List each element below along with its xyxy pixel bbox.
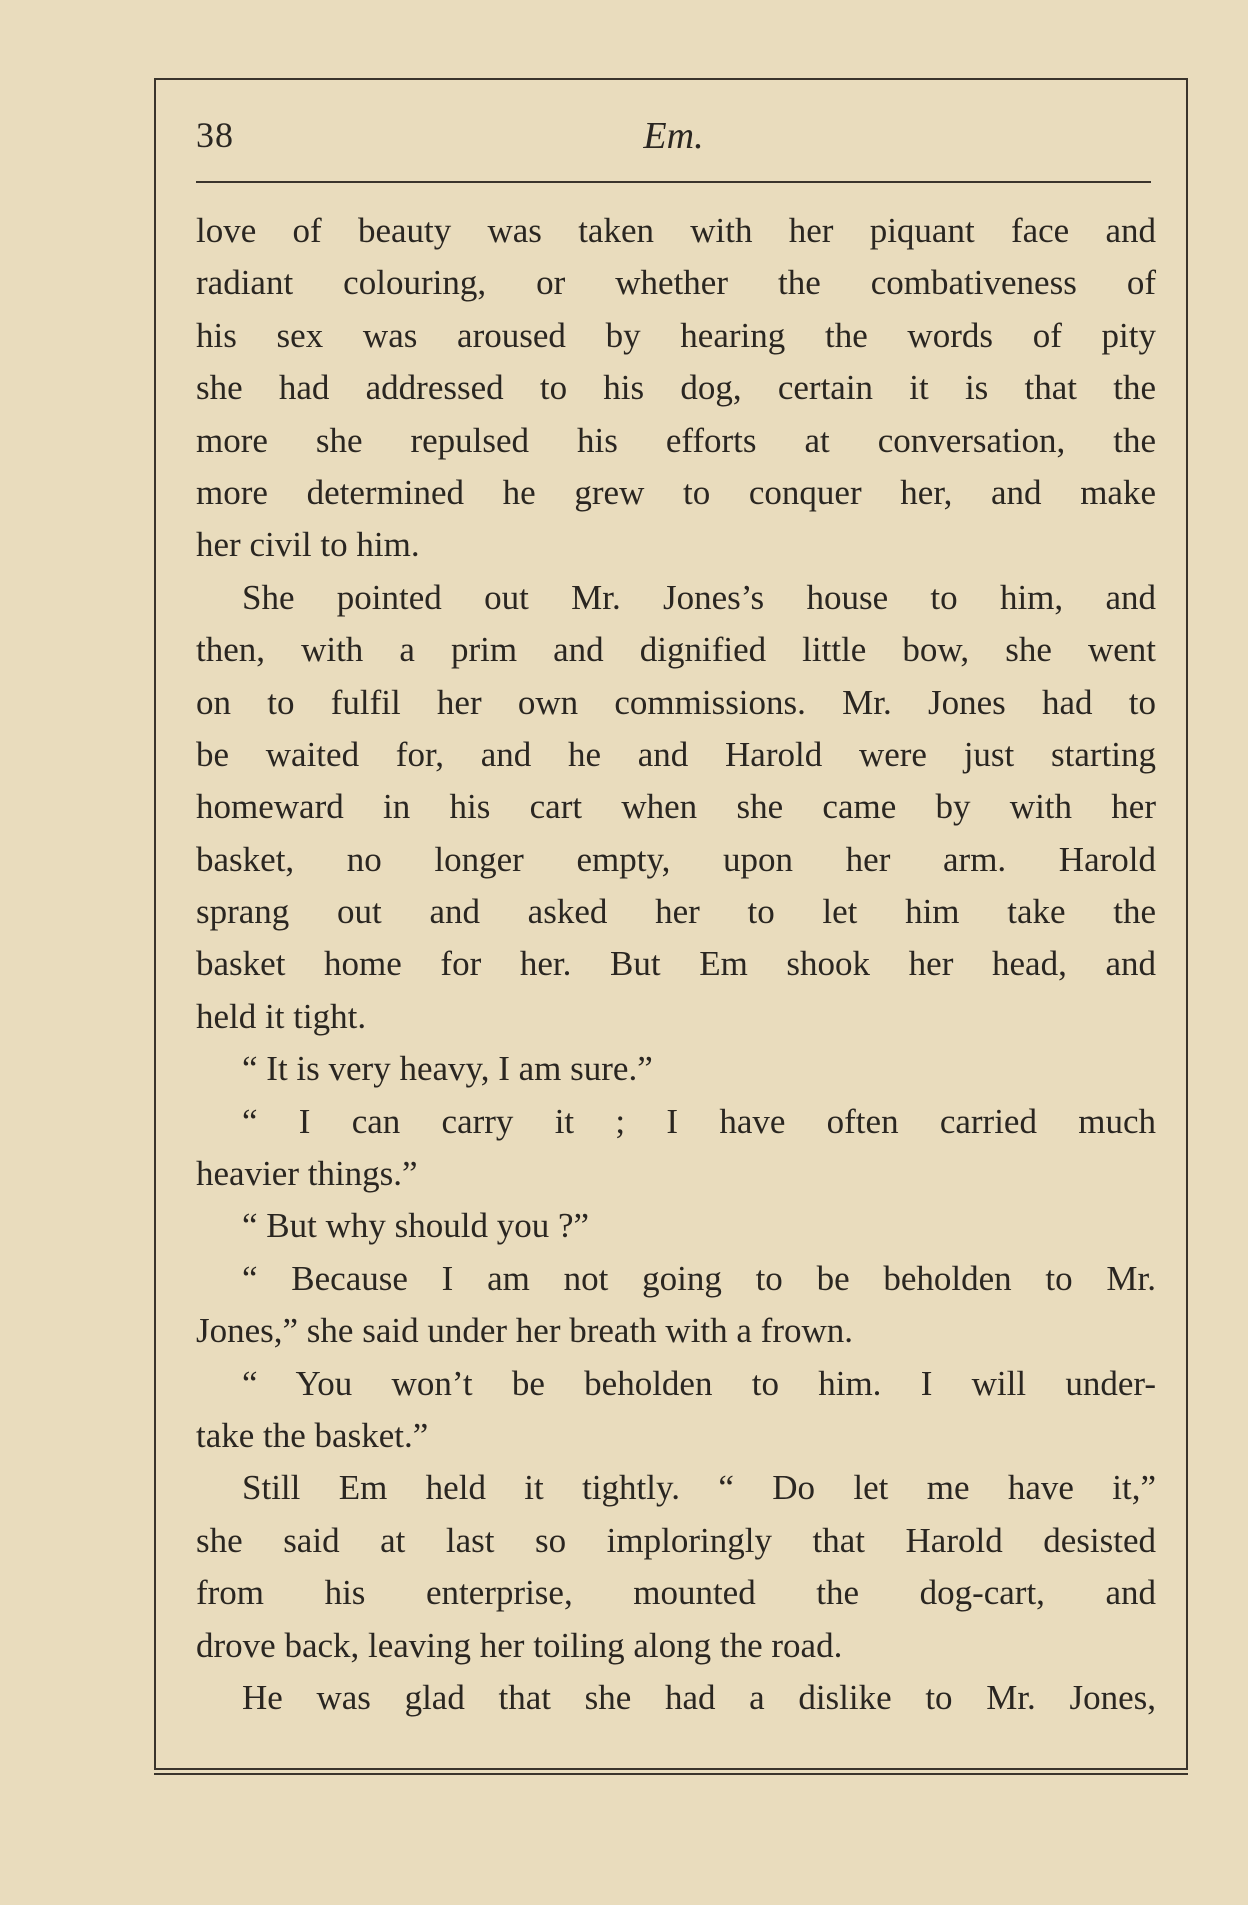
text-line: his sex was aroused by hearing the words of pity: [196, 315, 1156, 355]
text-line: heavier things.”: [196, 1154, 418, 1194]
text-line: radiant colouring, or whether the combativeness of: [196, 263, 1156, 303]
text-line: held it tight.: [196, 996, 367, 1036]
text-line: from his enterprise, mounted the dog-cart, and: [196, 1573, 1156, 1613]
text-line: basket home for her. But Em shook her head, and: [196, 944, 1156, 984]
text-line: She pointed out Mr. Jones’s house to him, and: [242, 577, 1156, 617]
text-line: on to fulfil her own commissions. Mr. Jones had to: [196, 682, 1156, 722]
text-line: sprang out and asked her to let him take the: [196, 892, 1156, 932]
text-line: take the basket.”: [196, 1415, 429, 1455]
text-line: Jones,” she said under her breath with a frown.: [196, 1311, 854, 1351]
text-line: love of beauty was taken with her piquant face and: [196, 211, 1156, 250]
text-line: she said at last so imploringly that Harold desisted: [196, 1520, 1156, 1560]
body-text: [196, 205, 1156, 1724]
text-line: she had addressed to his dog, certain it is that the: [196, 368, 1156, 408]
text-line: Still Em held it tightly. “ Do let me have it,”: [242, 1468, 1156, 1508]
text-line: “ I can carry it ; I have often carried much: [242, 1101, 1156, 1141]
header-rule: [196, 181, 1151, 183]
text-line: “ You won’t be beholden to him. I will under-: [242, 1363, 1156, 1403]
text-line: be waited for, and he and Harold were just starting: [196, 734, 1156, 774]
text-line: “ But why should you ?”: [242, 1206, 590, 1246]
text-line: more determined he grew to conquer her, and make: [196, 472, 1156, 512]
page-number: 38: [196, 115, 234, 155]
text-line: basket, no longer empty, upon her arm. Harold: [196, 839, 1156, 879]
text-line: then, with a prim and dignified little bow, she went: [196, 630, 1156, 670]
text-line: drove back, leaving her toiling along the road.: [196, 1625, 843, 1665]
text-line: He was glad that she had a dislike to Mr. Jones,: [242, 1677, 1156, 1717]
text-line: her civil to him.: [196, 525, 420, 565]
running-head: [196, 108, 1151, 168]
text-line: homeward in his cart when she came by with her: [196, 787, 1156, 827]
text-line: “ Because I am not going to be beholden to Mr.: [242, 1258, 1156, 1298]
bottom-rule: [154, 1773, 1188, 1775]
running-title: Em.: [643, 115, 704, 157]
text-line: more she repulsed his efforts at conversation, the: [196, 420, 1156, 460]
text-line: “ It is very heavy, I am sure.”: [242, 1049, 653, 1089]
